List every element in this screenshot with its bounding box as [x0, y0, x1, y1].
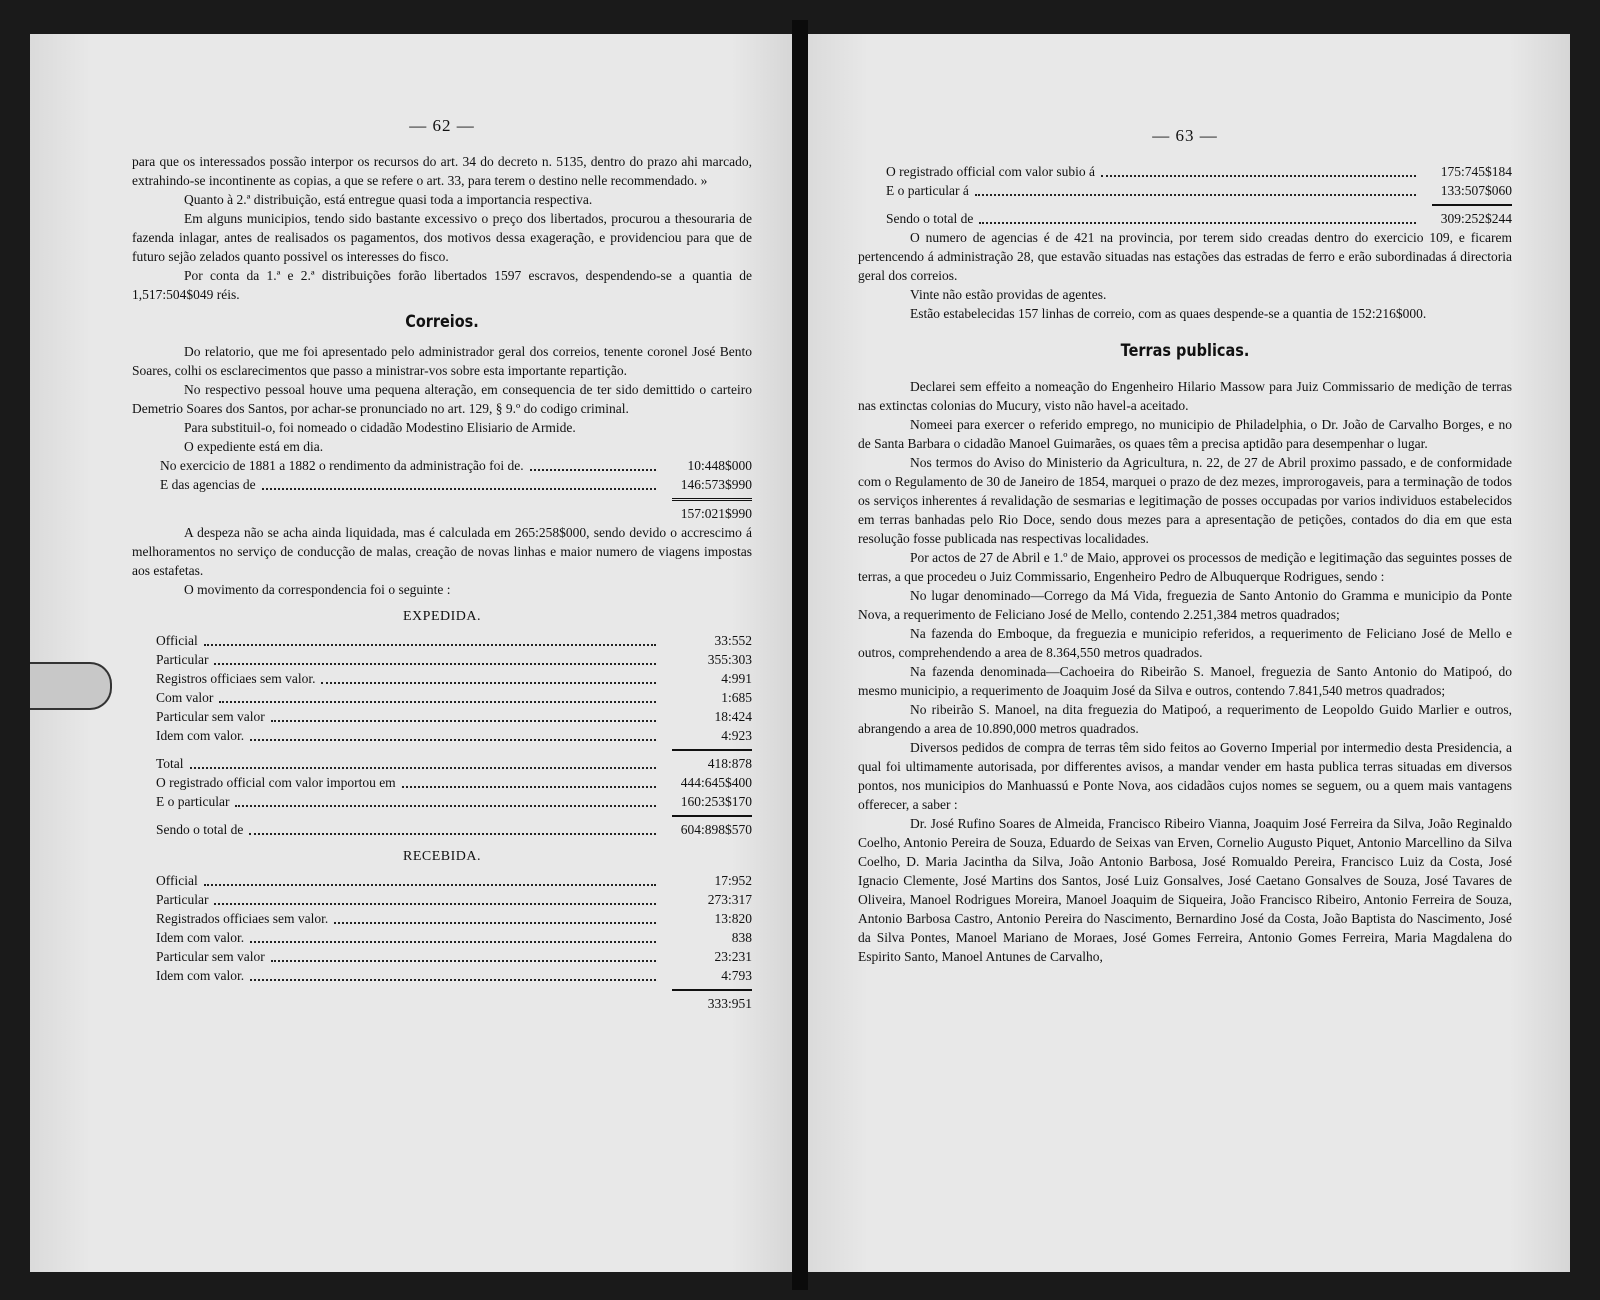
paragraph: Em alguns municipios, tendo sido bastante excessivo o preço dos libertados, procurou a thesouraria de fazenda inlagar, antes de realisados os pagamentos, dos motivos dessa exageração, e providenciou para que de futuro sejão zelados quanto possivel os interesses do fisco. — [132, 211, 752, 264]
paragraph: Dr. José Rufino Soares de Almeida, Francisco Ribeiro Vianna, Joaquim José Ferreira da Silva, João Reginaldo Coelho, Antonio Pereira de Souza, Eduardo de Seixas van Erven, Cornelio Augusto Piquet, Antonio Marcellino da Silva Coelho, D. Maria Jacintha da Silva, João Antonio Barbosa, José Romualdo Pereira, Francisco Luiz da Costa, José Ignacio Clemente, José Martins dos Santos, José Luiz Gonsalves, José Caetano Gonsalves de Souza, José Tavares de Oliveira, Manoel Rodrigues Moreira, Manoel Joaquim de Siqueira, João Francisco Ribeiro, Antonio Ferreira de Souza, Antonio Barbosa Castro, Antonio Pereira do Nascimento, Bernardino José da Costa, João Baptista do Nascimento, José da Silva Pontes, Manoel Mariano de Moraes, José Gomes Ferreira, Antonio Gomes Ferreira, Maria Magdalena do Espirito Santo, Manoel Antunes de Carvalho, — [858, 816, 1512, 964]
left-page — [30, 34, 792, 1272]
row-value: 418:878 — [707, 756, 752, 771]
row-label: O registrado official com valor importou em — [156, 775, 396, 790]
right-page — [808, 34, 1570, 1272]
paragraph: No respectivo pessoal houve uma pequena alteração, em consequencia de ter sido demittido o carteiro Demetrio Soares dos Santos, por achar-se pronunciado no art. 129, § 9.º do codigo criminal. — [132, 382, 752, 416]
row-label: E o particular á — [886, 183, 969, 198]
recebida-heading: RECEBIDA. — [403, 849, 481, 864]
paragraph: O numero de agencias é de 421 na provincia, por terem sido creadas dentro do exercicio 109, e ficarem pertencendo á administração 28, que estavão situadas nas estações das estradas de ferro e erão subordinadas á directoria geral dos correios. — [858, 230, 1512, 283]
page-number-right: — 63 — — [1152, 126, 1218, 145]
table-row-total — [156, 820, 752, 839]
paragraph: Do relatorio, que me foi apresentado pelo administrador geral dos correios, tenente coronel José Bento Soares, colhi os esclarecimentos que passo a ministrar-vos sobre esta importante repartição. — [132, 344, 752, 378]
table-row — [156, 726, 752, 745]
row-label: Registros officiaes sem valor. — [156, 671, 316, 686]
row-value: 4:991 — [721, 671, 752, 686]
revenue-table — [132, 456, 752, 523]
row-label: Particular sem valor — [156, 709, 265, 724]
sum-rule — [672, 498, 752, 501]
leader-dots — [214, 655, 656, 665]
table-row — [156, 631, 752, 650]
expedida-table — [132, 631, 752, 839]
paragraph: Por conta da 1.ª e 2.ª distribuições forão libertados 1597 escravos, despendendo-se a quantia de 1,517:504$049 réis. — [132, 268, 752, 302]
table-row — [160, 475, 752, 494]
table-row — [886, 181, 1512, 200]
row-value: 10:448$000 — [687, 458, 752, 473]
table-row — [156, 928, 752, 947]
paragraph: A despeza não se acha ainda liquidada, mas é calculada em 265:258$000, sendo devido o accrescimo á melhoramentos no serviço de conducção de malas, creação de novas linhas e maior numero de viagens impostas aos estafetas. — [132, 525, 752, 578]
row-label: Idem com valor. — [156, 968, 245, 983]
leader-dots — [190, 759, 656, 769]
leader-dots — [250, 933, 656, 943]
page-tab-marker — [30, 662, 112, 710]
row-label: Registrados officiaes sem valor. — [156, 911, 329, 926]
row-label: Particular — [156, 892, 209, 907]
leader-dots — [975, 186, 1416, 196]
row-value: 13:820 — [714, 911, 752, 926]
paragraph: O movimento da correspondencia foi o seguinte : — [184, 582, 451, 597]
leader-dots — [321, 674, 656, 684]
row-value: 309:252$244 — [1440, 211, 1512, 226]
paragraph: O expediente está em dia. — [184, 439, 324, 454]
leader-dots — [249, 825, 656, 835]
leader-dots — [271, 952, 656, 962]
row-label: E o particular — [156, 794, 230, 809]
row-value: 160:253$170 — [680, 794, 752, 809]
row-label: Official — [156, 873, 198, 888]
row-value: 33:552 — [714, 633, 752, 648]
row-value: 444:645$400 — [680, 775, 752, 790]
row-value: 4:793 — [721, 968, 752, 983]
row-label: No exercicio de 1881 a 1882 o rendimento da administração foi de. — [160, 458, 524, 473]
row-label: Com valor — [156, 690, 214, 705]
leader-dots — [530, 461, 656, 471]
table-row — [156, 966, 752, 985]
leader-dots — [1101, 167, 1416, 177]
table-row-total — [156, 754, 752, 773]
row-label: Particular sem valor — [156, 949, 265, 964]
revenue-total: 157:021$990 — [680, 506, 752, 521]
leader-dots — [262, 480, 656, 490]
row-label: Sendo o total de — [886, 211, 974, 226]
table-row — [156, 947, 752, 966]
row-value: 1:685 — [721, 690, 752, 705]
table-row — [156, 909, 752, 928]
paragraph: para que os interessados possão interpor os recursos do art. 34 do decreto n. 5135, dentro do prazo ahi marcado, extrahindo-se incontinente as copias, a que se refere o art. 33, para terem o destino nelle recommendado. » — [132, 154, 752, 188]
paragraph: Para substituil-o, foi nomeado o cidadão Modestino Elisiario de Armide. — [184, 420, 576, 435]
sum-rule — [672, 749, 752, 751]
table-row — [160, 456, 752, 475]
page-number-left: — 62 — — [409, 116, 475, 135]
row-value: 604:898$570 — [680, 822, 752, 837]
row-value: 838 — [731, 930, 752, 945]
leader-dots — [979, 214, 1416, 224]
leader-dots — [334, 914, 656, 924]
registry-table — [858, 162, 1512, 228]
row-label: Total — [156, 756, 184, 771]
row-value: 355:303 — [707, 652, 752, 667]
paragraph: Nos termos do Aviso do Ministerio da Agricultura, n. 22, de 27 de Abril proximo passado, e de conformidade com o Regulamento de 30 de Janeiro de 1854, marquei o prazo de dez mezes, improrogaveis, para a terminação de todos os serviços inherentes á revalidação de sesmarias e legitimação de posses occupadas por varios individuos estabelecidos em terras banhadas pelo Rio Doce, sendo dous mezes para a apresentação de petições, contados do dia em que esta resolução fosse publicada nas respectivas localidades. — [858, 455, 1512, 546]
paragraph: Vinte não estão providas de agentes. — [910, 287, 1107, 302]
recebida-total: 333:951 — [707, 996, 752, 1011]
paragraph: Declarei sem effeito a nomeação do Engenheiro Hilario Massow para Juiz Commissario de medição de terras nas extinctas colonias do Mucury, visto não havel-a aceitado. — [858, 379, 1512, 413]
book-gutter — [792, 20, 808, 1290]
table-row — [156, 792, 752, 811]
table-row-total — [886, 209, 1512, 228]
leader-dots — [204, 636, 656, 646]
sum-rule — [1432, 204, 1512, 206]
paragraph: Diversos pedidos de compra de terras têm sido feitos ao Governo Imperial por intermedio desta Presidencia, a qual foi ultimamente autorisada, por differentes avisos, a mandar vender em hasta publica terras situadas em diversos pontos, nos municipios do Manhuassú e Ponte Nova, aos cidadãos cujos nomes se seguem, ou a quem mais vantagens offerecer, a saber : — [858, 740, 1512, 812]
paragraph: No ribeirão S. Manoel, na dita freguezia do Matipoó, a requerimento de Leopoldo Guido Marlier e outros, abrangendo a area de 10.890,000 metros quadrados. — [858, 702, 1512, 736]
leader-dots — [219, 693, 656, 703]
sum-rule — [672, 989, 752, 991]
sum-rule — [672, 815, 752, 817]
table-row — [156, 707, 752, 726]
row-value: 273:317 — [707, 892, 752, 907]
paragraph: Estão estabelecidas 157 linhas de correio, com as quaes despende-se a quantia de 152:216$000. — [910, 306, 1427, 321]
leader-dots — [402, 778, 656, 788]
paragraph: Quanto à 2.ª distribuição, está entregue quasi toda a importancia respectiva. — [184, 192, 593, 207]
section-title-correios: Correios. — [405, 312, 479, 332]
leader-dots — [250, 971, 656, 981]
row-label: Idem com valor. — [156, 930, 245, 945]
leader-dots — [204, 876, 656, 886]
recebida-table — [132, 871, 752, 1013]
row-label: Idem com valor. — [156, 728, 245, 743]
row-value: 175:745$184 — [1440, 164, 1512, 179]
table-row — [156, 890, 752, 909]
table-row — [886, 162, 1512, 181]
table-row — [156, 650, 752, 669]
row-value: 17:952 — [714, 873, 752, 888]
row-value: 23:231 — [714, 949, 752, 964]
leader-dots — [214, 895, 656, 905]
row-value: 4:923 — [721, 728, 752, 743]
paragraph: Na fazenda do Emboque, da freguezia e municipio referidos, a requerimento de Feliciano José de Mello e outros, comprehendendo a area de 8.364,550 metros quadrados. — [858, 626, 1512, 660]
paragraph: Nomeei para exercer o referido emprego, no municipio de Philadelphia, o Dr. João de Carvalho Borges, e no de Santa Barbara o cidadão Manoel Guimarães, os quaes têm a precisa aptidão para desempenhar o lugar. — [858, 417, 1512, 451]
expedida-heading: EXPEDIDA. — [403, 609, 481, 624]
leader-dots — [235, 797, 656, 807]
table-row — [156, 688, 752, 707]
row-value: 133:507$060 — [1440, 183, 1512, 198]
row-label: Official — [156, 633, 198, 648]
paragraph: Por actos de 27 de Abril e 1.º de Maio, approvei os processos de medição e legitimação das seguintes posses de terras, a que procedeu o Juiz Commissario, Engenheiro Pedro de Albuquerque Rodrigues, sendo : — [858, 550, 1512, 584]
leader-dots — [250, 731, 656, 741]
row-label: Sendo o total de — [156, 822, 244, 837]
table-row — [156, 669, 752, 688]
row-value: 18:424 — [714, 709, 752, 724]
row-label: Particular — [156, 652, 209, 667]
table-row — [156, 871, 752, 890]
row-label: O registrado official com valor subio á — [886, 164, 1095, 179]
leader-dots — [271, 712, 656, 722]
table-row — [156, 773, 752, 792]
row-value: 146:573$990 — [680, 477, 752, 492]
paragraph: No lugar denominado—Corrego da Má Vida, freguezia de Santo Antonio do Gramma e municipio da Ponte Nova, a requerimento de Feliciano José de Mello, contendo 2.251,384 metros quadrados; — [858, 588, 1512, 622]
paragraph: Na fazenda denominada—Cachoeira do Ribeirão S. Manoel, freguezia de Santo Antonio do Matipoó, do mesmo municipio, a requerimento de Joaquim José da Silva e outros, contendo 7.841,540 metros quadrados; — [858, 664, 1512, 698]
row-label: E das agencias de — [160, 477, 256, 492]
section-title-terras: Terras publicas. — [1120, 341, 1250, 361]
